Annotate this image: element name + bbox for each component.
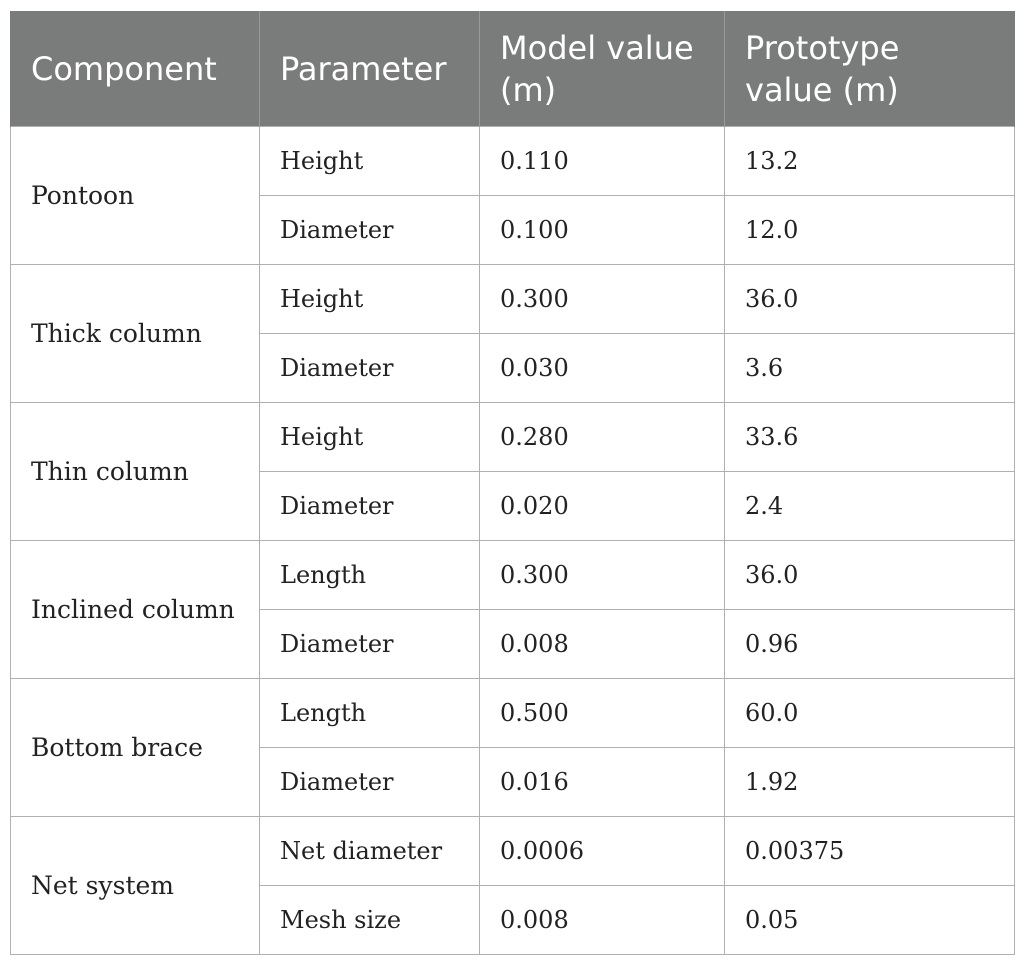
parameter-cell: Height [260, 403, 480, 472]
parameter-cell: Diameter [260, 334, 480, 403]
header-component: Component [11, 11, 260, 127]
component-cell: Net system [11, 817, 260, 955]
prototype-value-cell: 2.4 [725, 472, 1015, 541]
parameter-cell: Diameter [260, 472, 480, 541]
parameter-cell: Net diameter [260, 817, 480, 886]
prototype-value-cell: 13.2 [725, 127, 1015, 196]
model-value-cell: 0.500 [480, 679, 725, 748]
table-body [11, 127, 1015, 955]
prototype-value-cell: 0.00375 [725, 817, 1015, 886]
table-row [11, 127, 1015, 196]
parameter-cell: Mesh size [260, 886, 480, 955]
component-cell: Inclined column [11, 541, 260, 679]
parameter-cell: Height [260, 127, 480, 196]
parameter-cell: Diameter [260, 196, 480, 265]
parameter-cell: Height [260, 265, 480, 334]
prototype-value-cell: 12.0 [725, 196, 1015, 265]
model-value-cell: 0.008 [480, 886, 725, 955]
prototype-value-cell: 0.96 [725, 610, 1015, 679]
model-value-cell: 0.100 [480, 196, 725, 265]
parameter-cell: Length [260, 679, 480, 748]
table-row [11, 265, 1015, 334]
model-value-cell: 0.300 [480, 541, 725, 610]
model-value-cell: 0.280 [480, 403, 725, 472]
prototype-value-cell: 1.92 [725, 748, 1015, 817]
parameters-table-container [10, 11, 1014, 955]
parameters-table [10, 11, 1015, 955]
prototype-value-cell: 3.6 [725, 334, 1015, 403]
component-cell: Pontoon [11, 127, 260, 265]
component-cell: Thin column [11, 403, 260, 541]
header-row [11, 11, 1015, 127]
prototype-value-cell: 0.05 [725, 886, 1015, 955]
header-model-value: Model value (m) [480, 11, 725, 127]
component-cell: Bottom brace [11, 679, 260, 817]
model-value-cell: 0.300 [480, 265, 725, 334]
model-value-cell: 0.110 [480, 127, 725, 196]
header-prototype-value: Prototype value (m) [725, 11, 1015, 127]
table-row [11, 679, 1015, 748]
table-header [11, 11, 1015, 127]
model-value-cell: 0.0006 [480, 817, 725, 886]
table-row [11, 403, 1015, 472]
table-row [11, 541, 1015, 610]
header-parameter: Parameter [260, 11, 480, 127]
prototype-value-cell: 33.6 [725, 403, 1015, 472]
prototype-value-cell: 60.0 [725, 679, 1015, 748]
table-row [11, 817, 1015, 886]
model-value-cell: 0.030 [480, 334, 725, 403]
parameter-cell: Diameter [260, 748, 480, 817]
model-value-cell: 0.016 [480, 748, 725, 817]
parameter-cell: Length [260, 541, 480, 610]
prototype-value-cell: 36.0 [725, 265, 1015, 334]
parameter-cell: Diameter [260, 610, 480, 679]
component-cell: Thick column [11, 265, 260, 403]
model-value-cell: 0.020 [480, 472, 725, 541]
model-value-cell: 0.008 [480, 610, 725, 679]
prototype-value-cell: 36.0 [725, 541, 1015, 610]
